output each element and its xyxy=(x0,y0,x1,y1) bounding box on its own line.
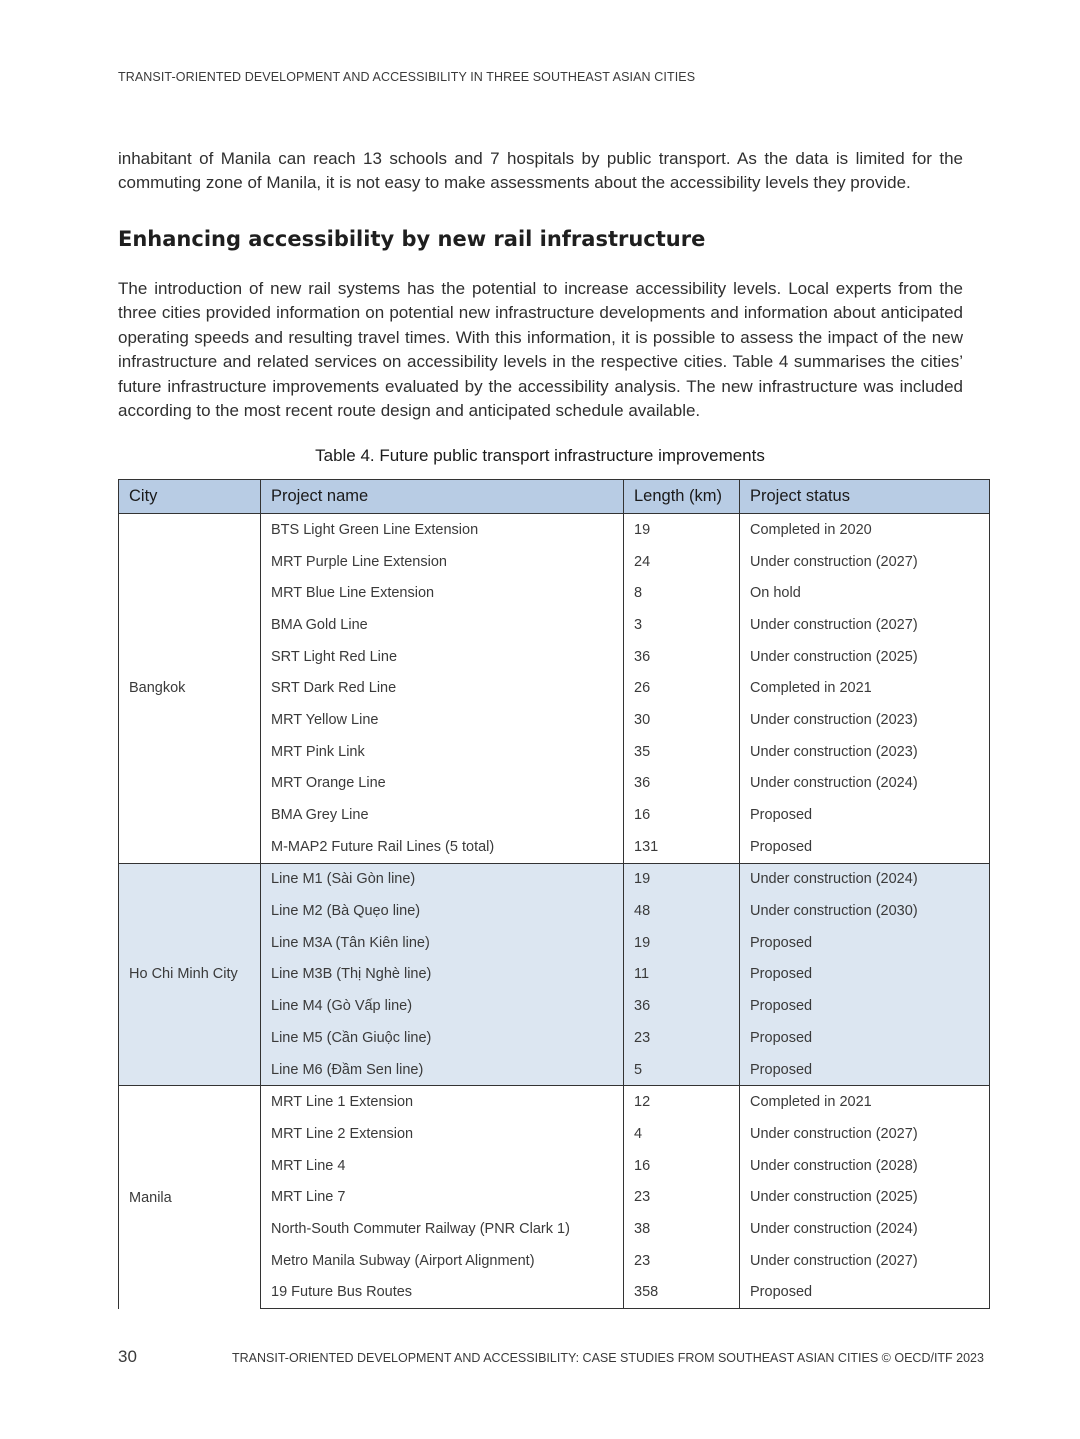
page-number: 30 xyxy=(118,1347,137,1366)
project-name-cell: Line M2 (Bà Quẹo line) xyxy=(261,895,624,927)
project-name-cell: BTS Light Green Line Extension xyxy=(261,514,624,546)
project-name-cell: North-South Commuter Railway (PNR Clark 1) xyxy=(261,1213,624,1245)
city-cell: Bangkok xyxy=(119,514,261,864)
header-project-name: Project name xyxy=(261,480,624,514)
length-cell: 23 xyxy=(624,1181,740,1213)
length-cell: 36 xyxy=(624,768,740,800)
status-cell: Under construction (2030) xyxy=(740,895,990,927)
header-city: City xyxy=(119,480,261,514)
length-cell: 12 xyxy=(624,1086,740,1118)
length-cell: 16 xyxy=(624,1150,740,1182)
length-cell: 131 xyxy=(624,831,740,863)
table-row xyxy=(119,863,990,895)
project-name-cell: MRT Line 2 Extension xyxy=(261,1118,624,1150)
status-cell: Under construction (2023) xyxy=(740,704,990,736)
project-name-cell: MRT Yellow Line xyxy=(261,704,624,736)
city-cell: Manila xyxy=(119,1086,261,1309)
status-cell: Under construction (2025) xyxy=(740,1181,990,1213)
infrastructure-table xyxy=(118,479,990,1309)
length-cell: 358 xyxy=(624,1277,740,1309)
project-name-cell: SRT Light Red Line xyxy=(261,641,624,673)
status-cell: On hold xyxy=(740,577,990,609)
project-name-cell: MRT Line 1 Extension xyxy=(261,1086,624,1118)
project-name-cell: SRT Dark Red Line xyxy=(261,672,624,704)
length-cell: 23 xyxy=(624,1022,740,1054)
length-cell: 36 xyxy=(624,641,740,673)
city-cell: Ho Chi Minh City xyxy=(119,863,261,1086)
project-name-cell: Line M4 (Gò Vấp line) xyxy=(261,990,624,1022)
project-name-cell: Line M3B (Thị Nghè line) xyxy=(261,959,624,991)
section-title: Enhancing accessibility by new rail infrastructure xyxy=(118,227,706,251)
status-cell: Under construction (2025) xyxy=(740,641,990,673)
status-cell: Under construction (2024) xyxy=(740,768,990,800)
project-name-cell: Metro Manila Subway (Airport Alignment) xyxy=(261,1245,624,1277)
length-cell: 19 xyxy=(624,514,740,546)
status-cell: Under construction (2028) xyxy=(740,1150,990,1182)
length-cell: 23 xyxy=(624,1245,740,1277)
project-name-cell: MRT Line 4 xyxy=(261,1150,624,1182)
length-cell: 38 xyxy=(624,1213,740,1245)
header-status: Project status xyxy=(740,480,990,514)
status-cell: Under construction (2024) xyxy=(740,863,990,895)
length-cell: 26 xyxy=(624,672,740,704)
status-cell: Under construction (2023) xyxy=(740,736,990,768)
length-cell: 11 xyxy=(624,959,740,991)
table-row xyxy=(119,514,990,546)
length-cell: 24 xyxy=(624,546,740,578)
table-header-row xyxy=(119,480,990,514)
project-name-cell: BMA Gold Line xyxy=(261,609,624,641)
project-name-cell: BMA Grey Line xyxy=(261,799,624,831)
length-cell: 30 xyxy=(624,704,740,736)
status-cell: Completed in 2021 xyxy=(740,1086,990,1118)
project-name-cell: MRT Blue Line Extension xyxy=(261,577,624,609)
project-name-cell: MRT Purple Line Extension xyxy=(261,546,624,578)
status-cell: Proposed xyxy=(740,831,990,863)
status-cell: Proposed xyxy=(740,927,990,959)
group-bangkok xyxy=(119,514,990,864)
length-cell: 8 xyxy=(624,577,740,609)
project-name-cell: 19 Future Bus Routes xyxy=(261,1277,624,1309)
project-name-cell: Line M6 (Đầm Sen line) xyxy=(261,1054,624,1086)
table-caption: Table 4. Future public transport infrastructure improvements xyxy=(315,446,765,465)
length-cell: 5 xyxy=(624,1054,740,1086)
status-cell: Under construction (2027) xyxy=(740,1245,990,1277)
length-cell: 35 xyxy=(624,736,740,768)
length-cell: 4 xyxy=(624,1118,740,1150)
status-cell: Proposed xyxy=(740,959,990,991)
length-cell: 3 xyxy=(624,609,740,641)
status-cell: Proposed xyxy=(740,799,990,831)
group-manila xyxy=(119,1086,990,1309)
project-name-cell: MRT Pink Link xyxy=(261,736,624,768)
status-cell: Proposed xyxy=(740,1022,990,1054)
status-cell: Under construction (2027) xyxy=(740,1118,990,1150)
paragraph-body: The introduction of new rail systems has the potential to increase accessibility levels. Local experts from the three cities provided information on potential new infrastructure developments and information about anticipated operating speeds and resulting travel times. With this information, it is possible to assess the impact of the new infrastructure and related services on accessibility levels in the respective cities. Table 4 summarises the cities’ future infrastructure improvements evaluated by the accessibility analysis. The new infrastructure was included according to the most recent route design and anticipated schedule available. xyxy=(118,279,963,421)
length-cell: 19 xyxy=(624,863,740,895)
project-name-cell: Line M3A (Tân Kiên line) xyxy=(261,927,624,959)
group-ho-chi-minh-city xyxy=(119,863,990,1086)
status-cell: Proposed xyxy=(740,1277,990,1309)
status-cell: Completed in 2021 xyxy=(740,672,990,704)
project-name-cell: Line M5 (Cần Giuộc line) xyxy=(261,1022,624,1054)
status-cell: Completed in 2020 xyxy=(740,514,990,546)
project-name-cell: MRT Orange Line xyxy=(261,768,624,800)
running-head: TRANSIT-ORIENTED DEVELOPMENT AND ACCESSIBILITY IN THREE SOUTHEAST ASIAN CITIES xyxy=(118,70,696,84)
project-name-cell: MRT Line 7 xyxy=(261,1181,624,1213)
table-row xyxy=(119,1086,990,1118)
project-name-cell: Line M1 (Sài Gòn line) xyxy=(261,863,624,895)
project-name-cell: M-MAP2 Future Rail Lines (5 total) xyxy=(261,831,624,863)
status-cell: Proposed xyxy=(740,1054,990,1086)
header-length: Length (km) xyxy=(624,480,740,514)
length-cell: 48 xyxy=(624,895,740,927)
status-cell: Proposed xyxy=(740,990,990,1022)
length-cell: 19 xyxy=(624,927,740,959)
status-cell: Under construction (2027) xyxy=(740,609,990,641)
length-cell: 36 xyxy=(624,990,740,1022)
page-footer: TRANSIT-ORIENTED DEVELOPMENT AND ACCESSIBILITY: CASE STUDIES FROM SOUTHEAST ASIAN CITIES © OECD/ITF 2023 xyxy=(232,1351,984,1365)
length-cell: 16 xyxy=(624,799,740,831)
status-cell: Under construction (2027) xyxy=(740,546,990,578)
status-cell: Under construction (2024) xyxy=(740,1213,990,1245)
paragraph-intro: inhabitant of Manila can reach 13 schools and 7 hospitals by public transport. As the data is limited for the commuting zone of Manila, it is not easy to make assessments about the accessibility levels they provide. xyxy=(118,149,963,193)
